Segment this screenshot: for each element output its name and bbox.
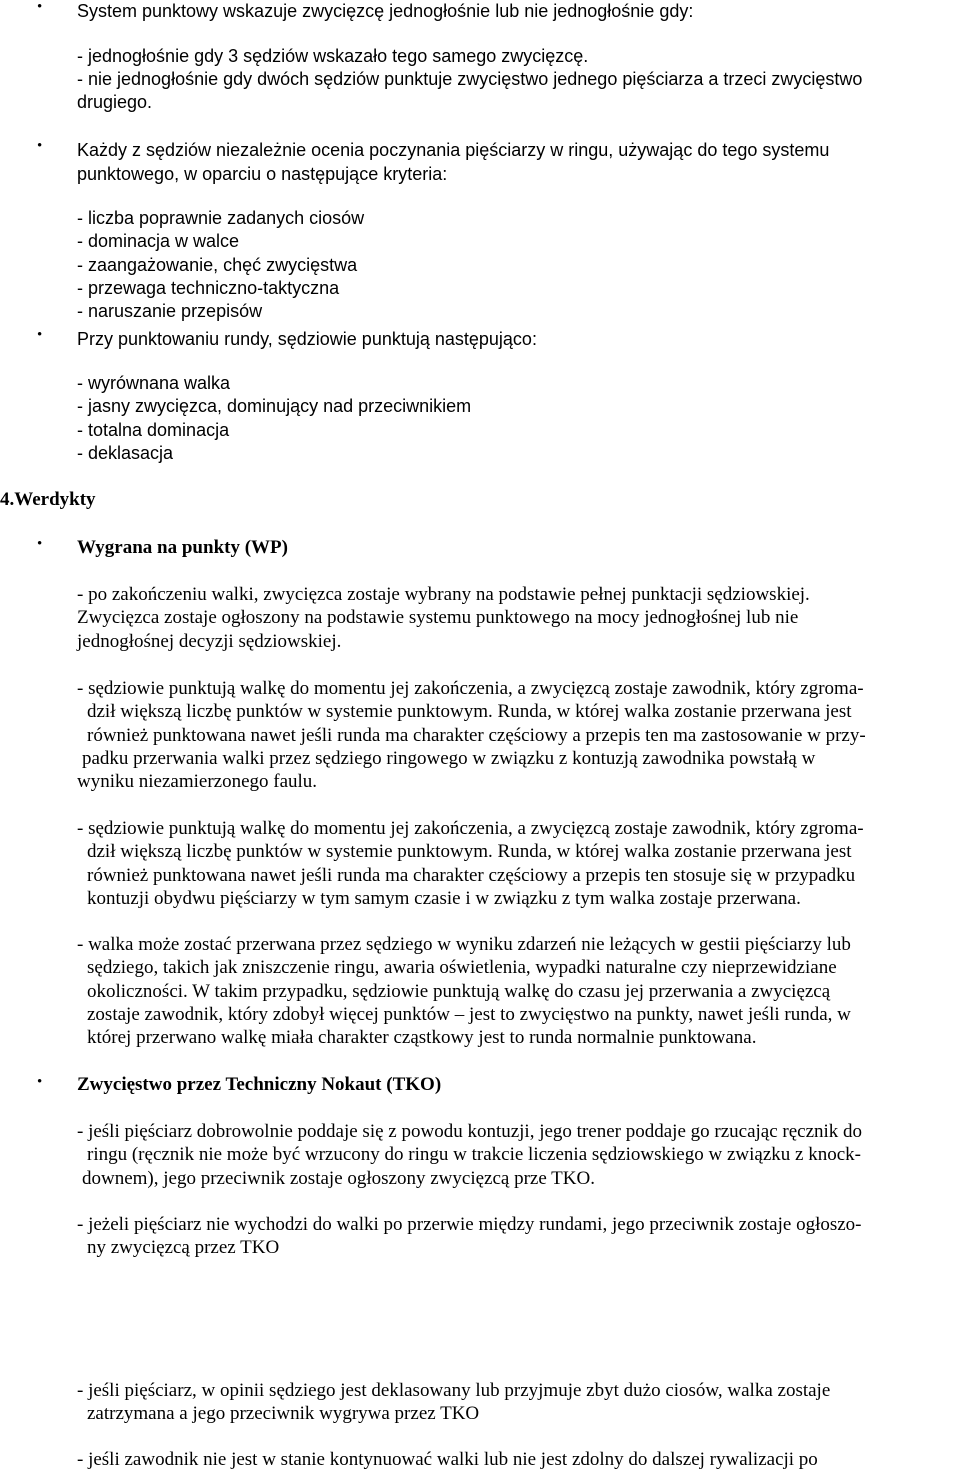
text-line: zostaje zawodnik, który zdobył więcej punktów – jest to zwycięstwo na punkty, nawet jeśli runda, w bbox=[87, 1003, 851, 1025]
list-item: - wyrównana walka bbox=[77, 373, 231, 393]
tko-paragraph-4 bbox=[77, 1448, 818, 1471]
list-item: - dominacja w walce bbox=[77, 231, 240, 252]
text-line: - jeśli zawodnik nie jest w stanie kontynuować walki lub nie jest zdolny do dalszej rywalizacji po bbox=[77, 1449, 818, 1470]
tko-paragraph-1 bbox=[77, 1120, 862, 1190]
scoring-list bbox=[77, 372, 471, 465]
list-item: - przewaga techniczno-taktyczna bbox=[77, 277, 340, 298]
tko-paragraph-2 bbox=[77, 1213, 862, 1260]
bullet-judges-text-2: punktowego, w oparciu o następujące kryteria: bbox=[77, 164, 448, 184]
text-line: której przerwano walkę miała charakter cząstkowy jest to runda normalnie punktowana. bbox=[87, 1027, 757, 1049]
text-line: zatrzymana a jego przeciwnik wygrywa przez TKO bbox=[87, 1403, 480, 1425]
text-line: dził większą liczbę punktów w systemie punktowym. Runda, w której walka zostanie przerwana jest bbox=[87, 841, 852, 863]
text-line: kontuzji obydwu pięściarzy w tym samym czasie i w związku z tym walka zostaje przerwana. bbox=[87, 887, 801, 909]
bullet-dot: • bbox=[37, 1074, 43, 1090]
wp-paragraph-3 bbox=[77, 933, 851, 1049]
text-line: sędziego, takich jak zniszczenie ringu, awaria oświetlenia, wypadki naturalne czy nieprzewidziane bbox=[87, 957, 837, 979]
text-line: również punktowana nawet jeśli runda ma charakter częściowy a przepis ten ma zastosowanie w przy- bbox=[87, 724, 866, 746]
text-line: - walka może zostać przerwana przez sędziego w wyniku zdarzeń nie leżących w gestii pięściarzy lub bbox=[77, 934, 851, 955]
wp-paragraph-1 bbox=[77, 677, 866, 793]
text-line: - jeśli pięściarz, w opinii sędziego jest deklasowany lub przyjmuje zbyt dużo ciosów, walka zostaje bbox=[77, 1380, 831, 1401]
text-line: ny zwycięzcą przez TKO bbox=[87, 1237, 280, 1259]
bullet-dot: • bbox=[37, 536, 43, 552]
list-item: - deklasacja bbox=[77, 442, 174, 463]
text-line: dził większą liczbę punktów w systemie punktowym. Runda, w której walka zostanie przerwana jest bbox=[87, 701, 852, 723]
text-line: jednogłośnej decyzji sędziowskiej. bbox=[77, 630, 342, 652]
wp-paragraph-2 bbox=[77, 817, 864, 910]
text-line: downem), jego przeciwnik zostaje ogłoszony zwycięzcą prze TKO. bbox=[82, 1167, 595, 1189]
text-line: wyniku niezamierzonego faulu. bbox=[77, 771, 318, 793]
text-line: okoliczności. W takim przypadku, sędziowie punktują walkę do czasu jej przerwania a zwycięzcą bbox=[87, 980, 831, 1002]
list-item: - jasny zwycięzca, dominujący nad przeciwnikiem bbox=[77, 396, 472, 417]
tko-heading: Zwycięstwo przez Techniczny Nokaut (TKO) bbox=[77, 1074, 442, 1095]
text-line: - jeśli pięściarz dobrowolnie poddaje się z powodu kontuzji, jego trener poddaje go rzucając ręcznik do bbox=[77, 1121, 863, 1142]
tko-paragraph-3 bbox=[77, 1379, 830, 1426]
list-item: - liczba poprawnie zadanych ciosów bbox=[77, 208, 365, 228]
split-text-1: - nie jednogłośnie gdy dwóch sędziów punktuje zwycięstwo jednego pięściarza a trzeci zwycięstwo bbox=[77, 69, 863, 89]
list-item: - naruszanie przepisów bbox=[77, 301, 263, 322]
split-text-2: drugiego. bbox=[77, 92, 153, 112]
text-line: - jeżeli pięściarz nie wychodzi do walki po przerwie między rundami, jego przeciwnik zostaje ogłoszo- bbox=[77, 1214, 862, 1235]
bullet-dot: • bbox=[37, 327, 43, 343]
text-line: padku przerwania walki przez sędziego ringowego w związku z kontuzją zawodnika powstałą w bbox=[82, 747, 816, 769]
list-item: - totalna dominacja bbox=[77, 419, 230, 440]
bullet-system-text: System punktowy wskazuje zwycięzcę jednogłośnie lub nie jednogłośnie gdy: bbox=[77, 1, 694, 21]
bullet-round-scoring-text: Przy punktowaniu rundy, sędziowie punktują następująco: bbox=[77, 329, 537, 349]
text-line: - po zakończeniu walki, zwycięzca zostaje wybrany na podstawie pełnej punktacji sędziowskiej. bbox=[77, 584, 810, 605]
text-line: również punktowana nawet jeśli runda ma charakter częściowy a przepis ten stosuje się w przypadku bbox=[87, 864, 856, 886]
bullet-judges-text-1: Każdy z sędziów niezależnie ocenia poczynania pięściarzy w ringu, używając do tego systemu bbox=[77, 140, 830, 160]
wp-heading: Wygrana na punkty (WP) bbox=[77, 537, 288, 558]
text-line: - sędziowie punktują walkę do momentu jej zakończenia, a zwycięzcą zostaje zawodnik, który zgroma- bbox=[77, 678, 864, 699]
wp-intro-paragraph bbox=[77, 583, 810, 653]
section-title: 4.Werdykty bbox=[0, 489, 96, 510]
text-line: ringu (ręcznik nie może być wrzucony do ringu w trakcie liczenia sędziowskiego w związku z knock- bbox=[87, 1144, 861, 1166]
bullet-dot: • bbox=[37, 138, 43, 154]
list-item: - zaangażowanie, chęć zwycięstwa bbox=[77, 254, 358, 275]
text-line: - sędziowie punktują walkę do momentu jej zakończenia, a zwycięzcą zostaje zawodnik, który zgroma- bbox=[77, 818, 864, 839]
text-line: Zwycięzca zostaje ogłoszony na podstawie systemu punktowego na mocy jednogłośnej lub nie bbox=[77, 607, 799, 629]
criteria-list bbox=[77, 207, 364, 323]
bullet-dot: • bbox=[37, 0, 43, 15]
unanimous-text: - jednogłośnie gdy 3 sędziów wskazało tego samego zwycięzcę. bbox=[77, 46, 589, 66]
